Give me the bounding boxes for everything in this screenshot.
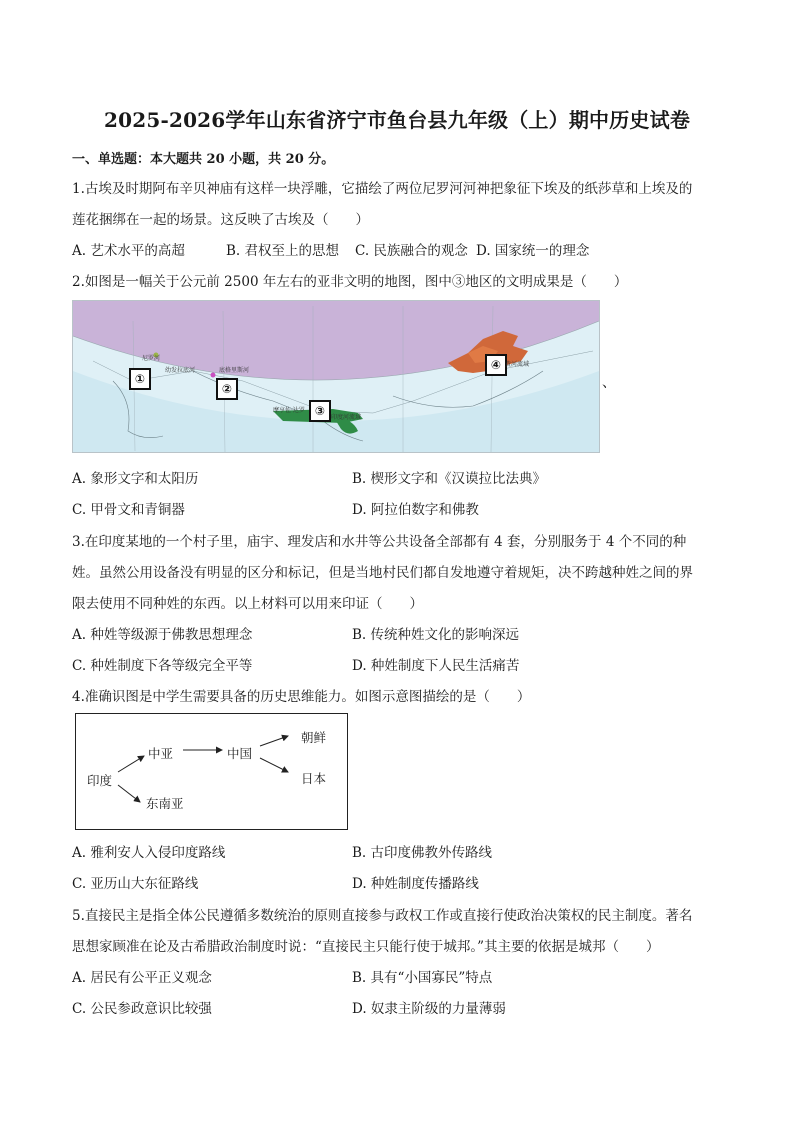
q2-option-d[interactable]: D. 阿拉伯数字和佛教 <box>352 502 479 518</box>
q4-stem-line1: 4.准确识图是中学生需要具备的历史思维能力。如图示意图描绘的是（ ） <box>72 689 531 705</box>
q1-option-d[interactable]: D. 国家统一的理念 <box>476 243 590 259</box>
section-heading: 一、单选题：本大题共 20 小题，共 20 分。 <box>72 152 335 167</box>
q5-option-a[interactable]: A. 居民有公平正义观念 <box>72 970 212 986</box>
q5-option-c[interactable]: C. 公民参政意识比较强 <box>72 1001 212 1017</box>
q5-option-d[interactable]: D. 奴隶主阶级的力量薄弱 <box>352 1001 506 1017</box>
q3-option-d[interactable]: D. 种姓制度下人民生活痛苦 <box>352 658 520 674</box>
node-korea: 朝鲜 <box>301 730 327 745</box>
q4-option-c[interactable]: C. 亚历山大东征路线 <box>72 876 199 892</box>
q4-option-a[interactable]: A. 雅利安人入侵印度路线 <box>72 845 226 861</box>
node-india: 印度 <box>87 773 113 788</box>
node-southeast-asia: 东南亚 <box>146 796 184 811</box>
q1-option-a[interactable]: A. 艺术水平的高超 <box>72 243 185 259</box>
q3-stem-line1: 3.在印度某地的一个村子里，庙宇、理发店和水井等公共设备全部都有 4 套，分别服务于 4 个不同的种 <box>72 534 687 550</box>
exam-title: 2025-2026学年山东省济宁市鱼台县九年级（上）期中历史试卷 <box>103 108 691 132</box>
map-label-tigris: 底格里斯河 <box>219 367 250 374</box>
q5-option-b[interactable]: B. 具有“小国寡民”特点 <box>352 970 493 986</box>
q3-stem-line2: 姓。虽然公用设备没有明显的区分和标记，但是当地村民们都自发地遵守着规矩，决不跨越种姓之间的界 <box>72 565 693 581</box>
map-marker-1: ① <box>129 368 151 390</box>
q1-stem-line2: 莲花捆绑在一起的场景。这反映了古埃及（ ） <box>72 212 369 228</box>
map-label-nile: 尼罗河 <box>142 355 161 362</box>
q1-stem-line1: 1.古埃及时期阿布辛贝神庙有这样一块浮雕，它描绘了两位尼罗河河神把象征下埃及的纸莎草和上埃及的 <box>72 181 693 197</box>
q3-option-c[interactable]: C. 种姓制度下各等级完全平等 <box>72 658 253 674</box>
q3-stem-line3: 限去使用不同种姓的东西。以上材料可以用来印证（ ） <box>72 596 423 612</box>
map-marker-4: ④ <box>485 354 507 376</box>
q3-option-b[interactable]: B. 传统种姓文化的影响深远 <box>352 627 520 643</box>
q4-option-b[interactable]: B. 古印度佛教外传路线 <box>352 845 493 861</box>
q2-stem-line1: 2.如图是一幅关于公元前 2500 年左右的亚非文明的地图，图中③地区的文明成果是（ ） <box>72 274 628 290</box>
q5-stem-line2: 思想家顾准在论及古希腊政治制度时说：“直接民主只能行使于城邦。”其主要的依据是城邦（ ） <box>72 939 660 955</box>
map-graphic <box>73 301 599 452</box>
buddhism-route-diagram <box>75 713 348 830</box>
map-marker-2: ② <box>216 378 238 400</box>
node-central-asia: 中亚 <box>148 746 174 761</box>
ancient-civilizations-map <box>72 300 600 453</box>
q2-option-a[interactable]: A. 象形文字和太阳历 <box>72 471 199 487</box>
map-marker-3: ③ <box>309 400 331 422</box>
stray-mark: 、 <box>602 375 616 391</box>
q2-option-b[interactable]: B. 楔形文字和《汉谟拉比法典》 <box>352 471 547 487</box>
map-label-yellow-river: 黄河流域 <box>505 361 530 368</box>
q1-option-b[interactable]: B. 君权至上的思想 <box>226 243 340 259</box>
map-label-mohenjodaro: 摩亨佐·达罗 <box>273 407 305 414</box>
q4-option-d[interactable]: D. 种姓制度传播路线 <box>352 876 479 892</box>
map-label-euphrates: 幼发拉底河 <box>165 367 196 374</box>
q3-option-a[interactable]: A. 种姓等级源于佛教思想理念 <box>72 627 253 643</box>
map-label-indus: 印度河流域 <box>331 414 362 421</box>
node-china: 中国 <box>227 746 253 761</box>
node-japan: 日本 <box>301 771 327 786</box>
q1-option-c[interactable]: C. 民族融合的观念 <box>355 243 468 259</box>
q5-stem-line1: 5.直接民主是指全体公民遵循多数统治的原则直接参与政权工作或直接行使政治决策权的民主制度。著名 <box>72 908 693 924</box>
q2-option-c[interactable]: C. 甲骨文和青铜器 <box>72 502 185 518</box>
